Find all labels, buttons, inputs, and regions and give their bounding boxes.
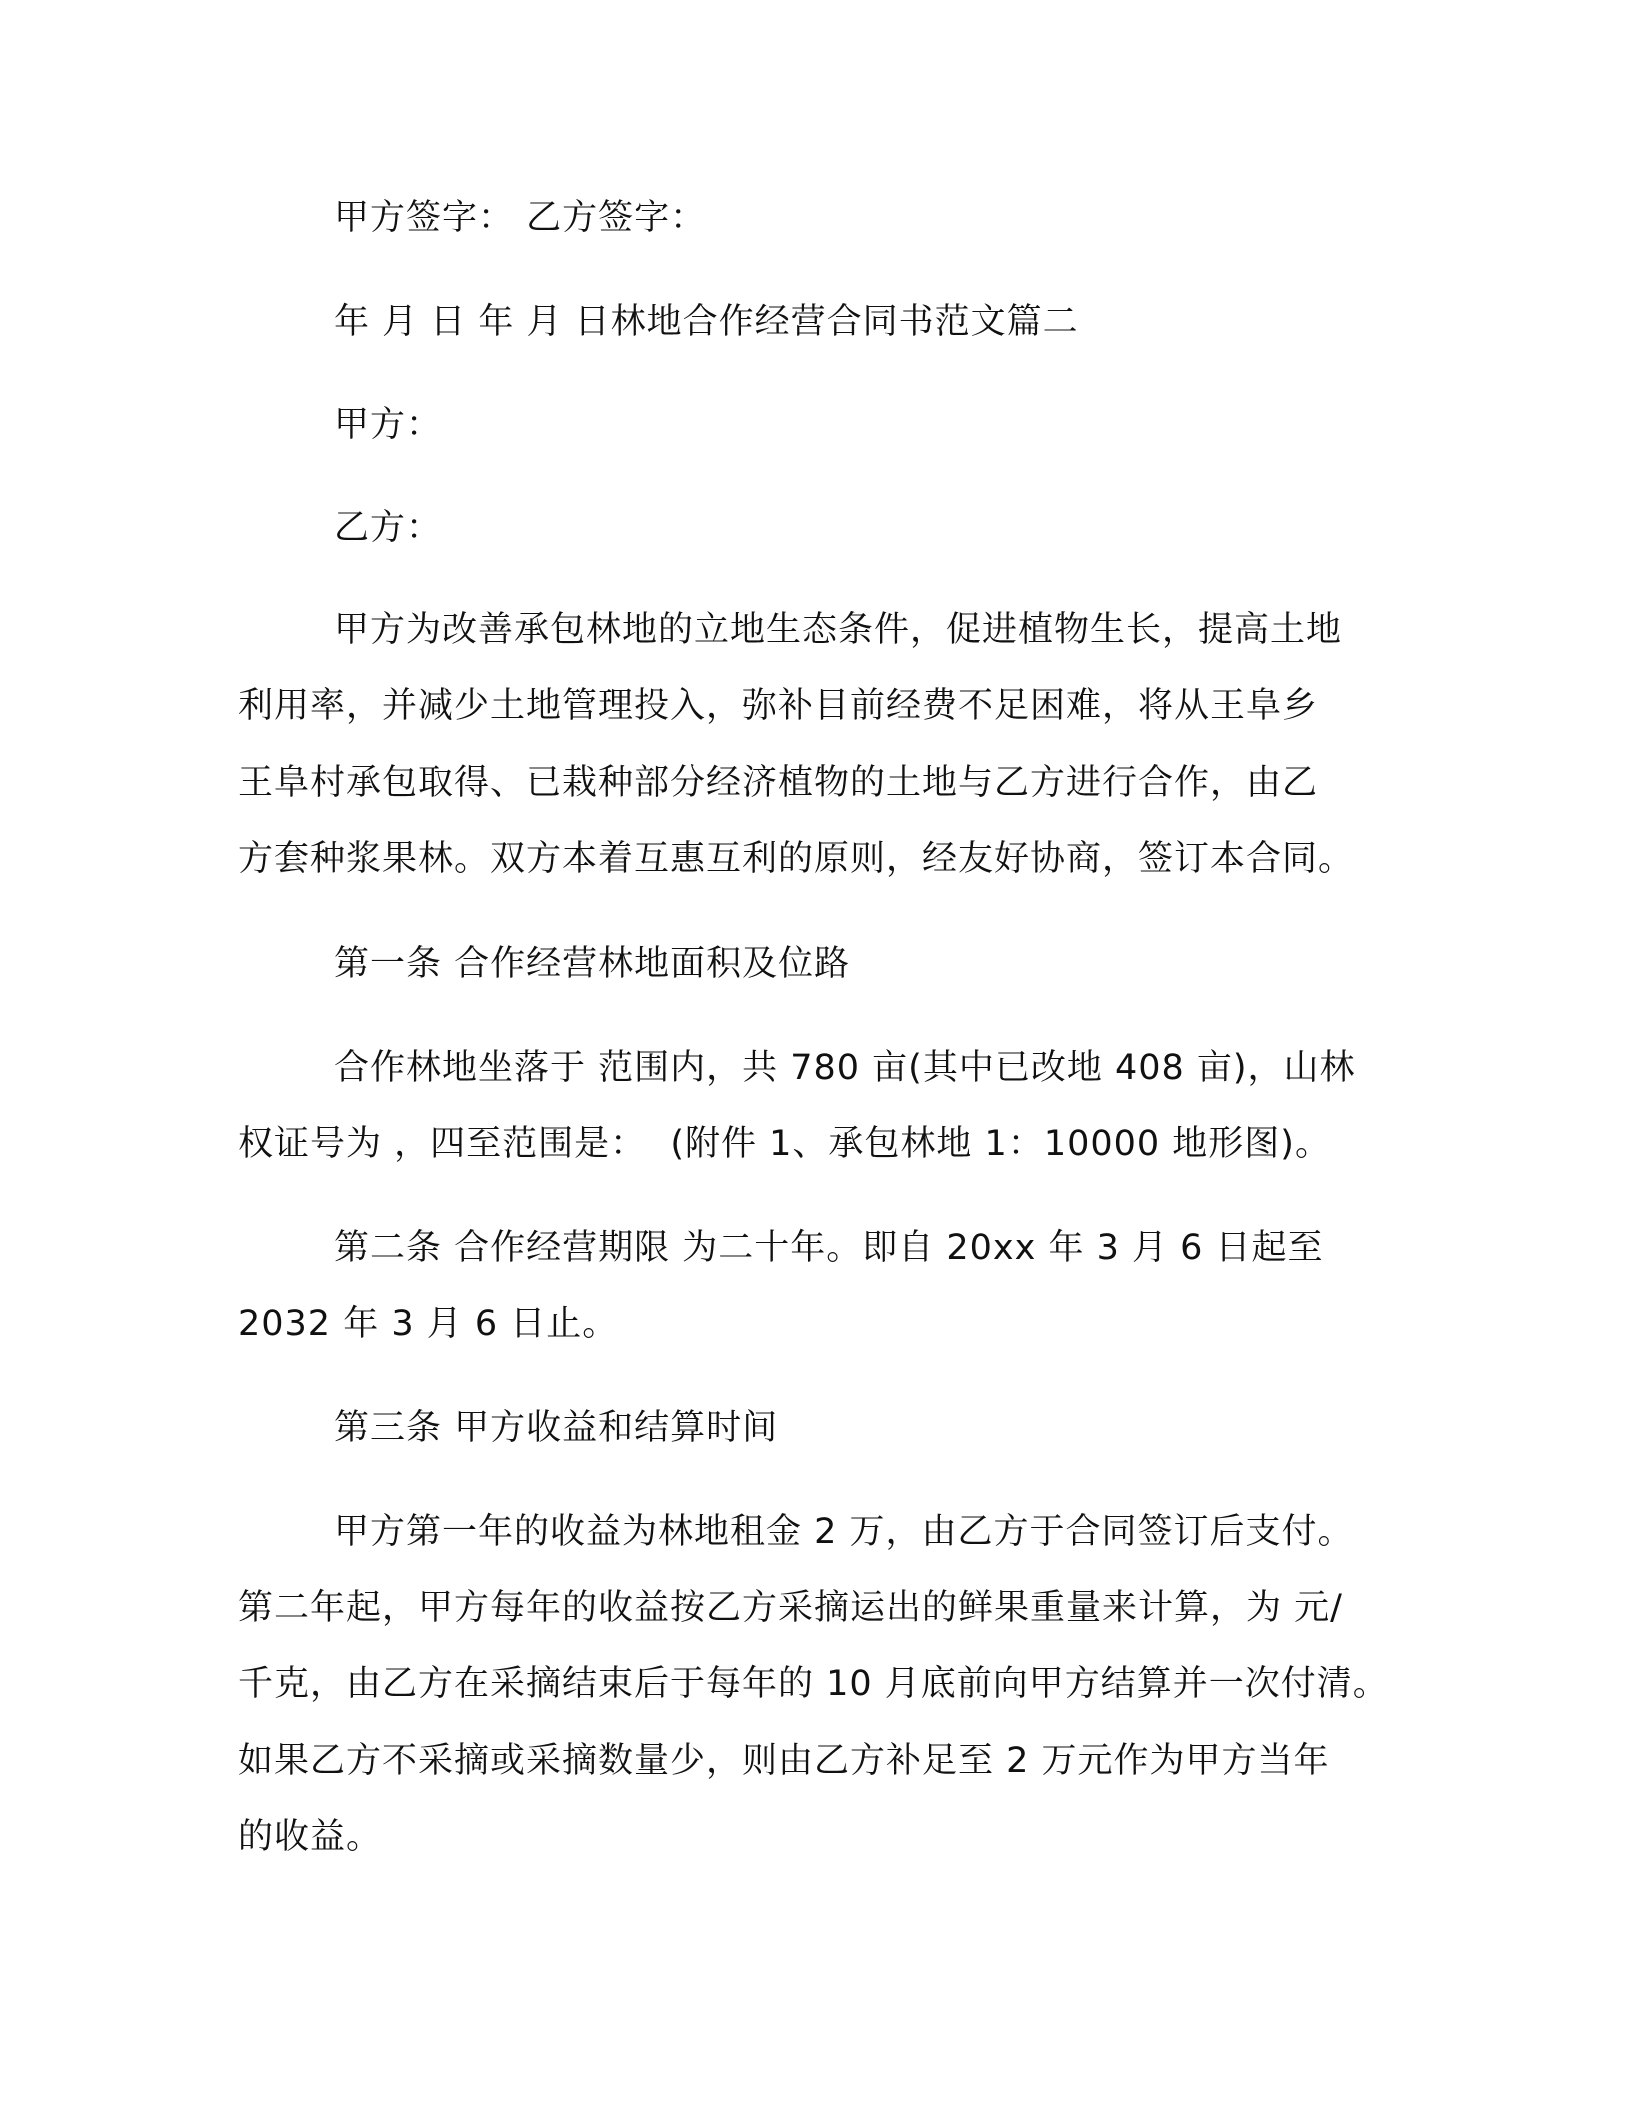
signature-line: 甲方签字： 乙方签字： bbox=[334, 198, 707, 238]
article-3-line: 第二年起，甲方每年的收益按乙方采摘运出的鲜果重量来计算，为 元/ bbox=[238, 1588, 1343, 1628]
preamble-line: 甲方为改善承包林地的立地生态条件，促进植物生长，提高土地 bbox=[334, 610, 1343, 650]
preamble-line: 方套种浆果林。双方本着互惠互利的原则，经友好协商，签订本合同。 bbox=[238, 839, 1355, 879]
article-3-title: 第三条 甲方收益和结算时间 bbox=[334, 1408, 779, 1448]
article-3-line: 甲方第一年的收益为林地租金 2 万，由乙方于合同签订后支付。 bbox=[334, 1512, 1354, 1552]
article-2-line: 2032 年 3 月 6 日止。 bbox=[238, 1304, 619, 1344]
article-3-line: 千克，由乙方在采摘结束后于每年的 10 月底前向甲方结算并一次付清。 bbox=[238, 1664, 1389, 1704]
article-3-line: 的收益。 bbox=[238, 1817, 383, 1857]
date-title-line: 年 月 日 年 月 日林地合作经营合同书范文篇二 bbox=[334, 302, 1079, 342]
article-2-line: 第二条 合作经营期限 为二十年。即自 20xx 年 3 月 6 日起至 bbox=[334, 1228, 1324, 1268]
party-a-label: 甲方： bbox=[334, 405, 443, 445]
article-1-title: 第一条 合作经营林地面积及位路 bbox=[334, 944, 851, 984]
preamble-line: 王阜村承包取得、已栽种部分经济植物的土地与乙方进行合作，由乙 bbox=[238, 763, 1319, 803]
preamble-line: 利用率，并减少土地管理投入，弥补目前经费不足困难，将从王阜乡 bbox=[238, 686, 1319, 726]
party-b-label: 乙方： bbox=[334, 508, 443, 548]
article-3-line: 如果乙方不采摘或采摘数量少，则由乙方补足至 2 万元作为甲方当年 bbox=[238, 1741, 1330, 1781]
article-1-line: 合作林地坐落于 范围内，共 780 亩(其中已改地 408 亩)，山林 bbox=[334, 1048, 1356, 1088]
article-1-line: 权证号为 ，四至范围是： (附件 1、承包林地 1：10000 地形图)。 bbox=[238, 1124, 1331, 1164]
